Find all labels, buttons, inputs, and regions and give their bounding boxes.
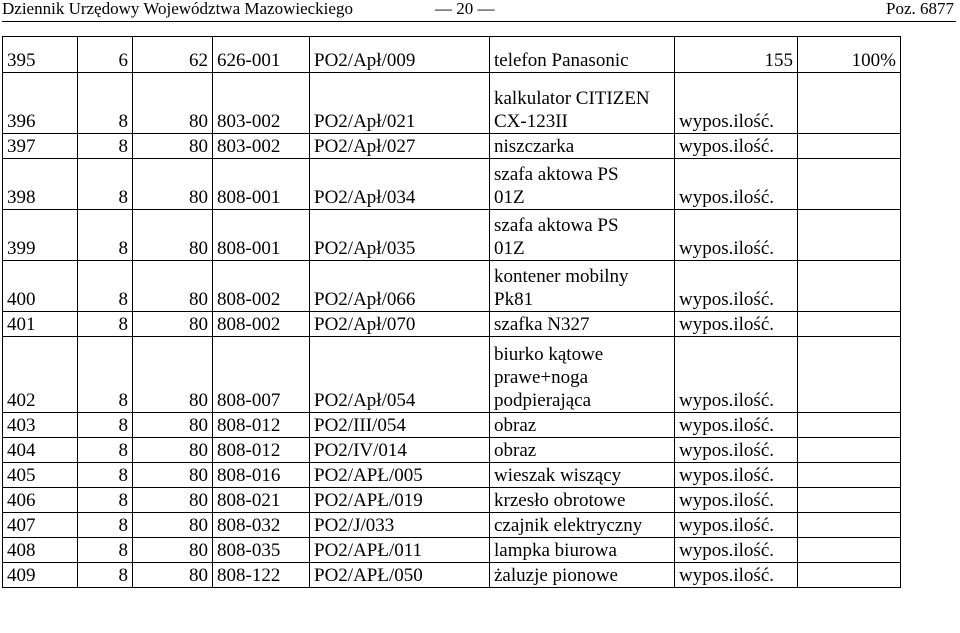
cell-subgroup: 80 [133, 438, 213, 463]
cell-group: 8 [78, 134, 133, 159]
cell-subgroup: 80 [133, 463, 213, 488]
cell-inventory-number: PO2/Apł/034 [310, 159, 490, 210]
cell-group: 8 [78, 413, 133, 438]
cell-group: 8 [78, 73, 133, 134]
cell-group: 8 [78, 488, 133, 513]
cell-subgroup: 80 [133, 159, 213, 210]
cell-inventory-number: PO2/APŁ/050 [310, 563, 490, 588]
cell-lp: 400 [3, 261, 78, 312]
cell-value: wypos.ilość. [675, 413, 798, 438]
cell-item-name: czajnik elektryczny [490, 513, 675, 538]
cell-subgroup: 80 [133, 210, 213, 261]
header-rule [2, 21, 956, 22]
table-row [3, 134, 901, 159]
cell-group: 8 [78, 438, 133, 463]
cell-kind: 808-012 [213, 413, 310, 438]
cell-lp: 408 [3, 538, 78, 563]
cell-kind: 808-021 [213, 488, 310, 513]
cell-subgroup: 80 [133, 513, 213, 538]
cell-kind: 808-002 [213, 312, 310, 337]
cell-depreciation [798, 513, 901, 538]
cell-inventory-number: PO2/III/054 [310, 413, 490, 438]
cell-kind: 808-012 [213, 438, 310, 463]
cell-subgroup: 80 [133, 488, 213, 513]
table-row [3, 413, 901, 438]
cell-value: wypos.ilość. [675, 312, 798, 337]
cell-inventory-number: PO2/Apł/021 [310, 73, 490, 134]
cell-lp: 396 [3, 73, 78, 134]
cell-inventory-number: PO2/APŁ/019 [310, 488, 490, 513]
cell-group: 6 [78, 37, 133, 73]
cell-subgroup: 80 [133, 134, 213, 159]
table-row [3, 538, 901, 563]
cell-group: 8 [78, 513, 133, 538]
table-row [3, 563, 901, 588]
cell-inventory-number: PO2/Apł/009 [310, 37, 490, 73]
cell-value: wypos.ilość. [675, 159, 798, 210]
cell-inventory-number: PO2/J/033 [310, 513, 490, 538]
cell-value: wypos.ilość. [675, 438, 798, 463]
cell-depreciation [798, 159, 901, 210]
cell-item-name: telefon Panasonic [490, 37, 675, 73]
cell-inventory-number: PO2/IV/014 [310, 438, 490, 463]
cell-value: wypos.ilość. [675, 488, 798, 513]
cell-lp: 406 [3, 488, 78, 513]
cell-group: 8 [78, 312, 133, 337]
page-header [0, 0, 960, 24]
cell-value: wypos.ilość. [675, 538, 798, 563]
table-row [3, 488, 901, 513]
cell-depreciation: 100% [798, 37, 901, 73]
cell-group: 8 [78, 261, 133, 312]
cell-lp: 404 [3, 438, 78, 463]
cell-lp: 401 [3, 312, 78, 337]
cell-group: 8 [78, 159, 133, 210]
cell-kind: 626-001 [213, 37, 310, 73]
cell-item-name: kontener mobilny Pk81 [490, 261, 675, 312]
cell-value: wypos.ilość. [675, 73, 798, 134]
cell-lp: 402 [3, 337, 78, 413]
cell-value: wypos.ilość. [675, 513, 798, 538]
cell-lp: 395 [3, 37, 78, 73]
cell-kind: 808-035 [213, 538, 310, 563]
cell-kind: 808-016 [213, 463, 310, 488]
cell-depreciation [798, 337, 901, 413]
cell-subgroup: 80 [133, 312, 213, 337]
cell-depreciation [798, 312, 901, 337]
cell-subgroup: 80 [133, 563, 213, 588]
cell-subgroup: 80 [133, 337, 213, 413]
cell-kind: 808-032 [213, 513, 310, 538]
table-row [3, 312, 901, 337]
cell-item-name: lampka biurowa [490, 538, 675, 563]
cell-depreciation [798, 488, 901, 513]
cell-value: wypos.ilość. [675, 463, 798, 488]
cell-depreciation [798, 134, 901, 159]
cell-kind: 808-002 [213, 261, 310, 312]
cell-depreciation [798, 538, 901, 563]
cell-value: 155 [675, 37, 798, 73]
cell-item-name: krzesło obrotowe [490, 488, 675, 513]
cell-depreciation [798, 563, 901, 588]
cell-inventory-number: PO2/Apł/027 [310, 134, 490, 159]
table-row [3, 210, 901, 261]
cell-group: 8 [78, 463, 133, 488]
position-number: Poz. 6877 [886, 0, 954, 18]
cell-item-name: żaluzje pionowe [490, 563, 675, 588]
page-number: — 20 — [435, 0, 495, 18]
cell-depreciation [798, 438, 901, 463]
cell-kind: 808-001 [213, 210, 310, 261]
cell-group: 8 [78, 210, 133, 261]
cell-value: wypos.ilość. [675, 563, 798, 588]
table-row [3, 37, 901, 73]
table-row [3, 463, 901, 488]
cell-depreciation [798, 261, 901, 312]
cell-inventory-number: PO2/Apł/035 [310, 210, 490, 261]
cell-kind: 803-002 [213, 134, 310, 159]
inventory-table [2, 36, 901, 588]
cell-lp: 407 [3, 513, 78, 538]
cell-item-name: szafka N327 [490, 312, 675, 337]
inventory-table-body [3, 37, 901, 588]
cell-subgroup: 80 [133, 261, 213, 312]
cell-kind: 803-002 [213, 73, 310, 134]
cell-group: 8 [78, 563, 133, 588]
cell-subgroup: 80 [133, 538, 213, 563]
cell-inventory-number: PO2/Apł/070 [310, 312, 490, 337]
cell-inventory-number: PO2/Apł/054 [310, 337, 490, 413]
cell-item-name: szafa aktowa PS 01Z [490, 210, 675, 261]
cell-lp: 405 [3, 463, 78, 488]
cell-depreciation [798, 463, 901, 488]
cell-value: wypos.ilość. [675, 210, 798, 261]
cell-subgroup: 62 [133, 37, 213, 73]
cell-item-name: wieszak wiszący [490, 463, 675, 488]
journal-title: Dziennik Urzędowy Województwa Mazowieckiego [2, 0, 353, 18]
cell-inventory-number: PO2/APŁ/005 [310, 463, 490, 488]
cell-lp: 399 [3, 210, 78, 261]
cell-value: wypos.ilość. [675, 337, 798, 413]
cell-kind: 808-007 [213, 337, 310, 413]
table-row [3, 438, 901, 463]
cell-item-name: obraz [490, 438, 675, 463]
cell-item-name: biurko kątowe prawe+noga podpierająca [490, 337, 675, 413]
cell-value: wypos.ilość. [675, 134, 798, 159]
cell-inventory-number: PO2/APŁ/011 [310, 538, 490, 563]
cell-kind: 808-122 [213, 563, 310, 588]
cell-value: wypos.ilość. [675, 261, 798, 312]
cell-item-name: niszczarka [490, 134, 675, 159]
cell-group: 8 [78, 337, 133, 413]
cell-item-name: kalkulator CITIZEN CX-123II [490, 73, 675, 134]
table-row [3, 261, 901, 312]
cell-lp: 398 [3, 159, 78, 210]
table-row [3, 159, 901, 210]
table-row [3, 337, 901, 413]
cell-inventory-number: PO2/Apł/066 [310, 261, 490, 312]
cell-group: 8 [78, 538, 133, 563]
cell-subgroup: 80 [133, 413, 213, 438]
cell-depreciation [798, 210, 901, 261]
cell-lp: 397 [3, 134, 78, 159]
cell-depreciation [798, 413, 901, 438]
cell-item-name: szafa aktowa PS 01Z [490, 159, 675, 210]
cell-item-name: obraz [490, 413, 675, 438]
cell-lp: 409 [3, 563, 78, 588]
cell-kind: 808-001 [213, 159, 310, 210]
table-row [3, 513, 901, 538]
cell-depreciation [798, 73, 901, 134]
cell-lp: 403 [3, 413, 78, 438]
table-row [3, 73, 901, 134]
cell-subgroup: 80 [133, 73, 213, 134]
